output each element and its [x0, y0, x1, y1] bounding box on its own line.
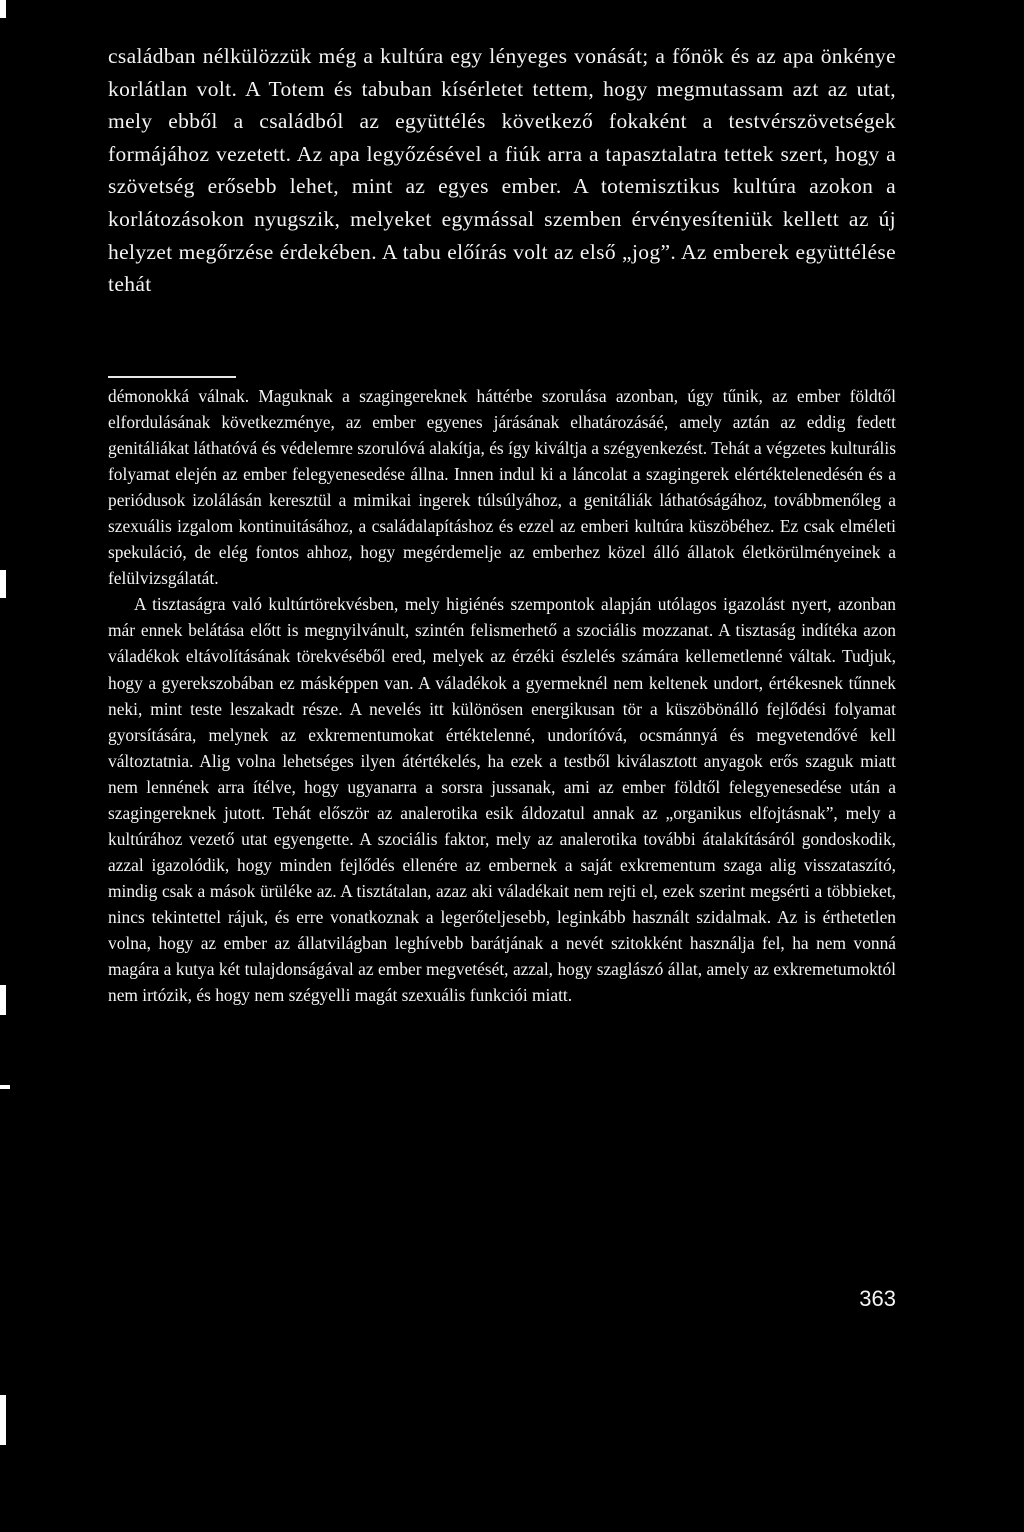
scan-edge-mark [0, 570, 6, 598]
scan-edge-mark [0, 985, 6, 1015]
body-text [108, 40, 896, 301]
body-paragraph: családban nélkülözzük még a kultúra egy lényeges vonását; a főnök és az apa önkénye korlátlan volt. A Totem és tabuban kísérletet tettem, hogy megmutassam azt az utat, mely ebből a családból az együttélés következő fokaként a testvérszövetségek formájához vezetett. Az apa legyőzésével a fiúk arra a tapasztalatra tettek szert, hogy a szövetség erősebb lehet, mint az egyes ember. A totemisztikus kultúra azokon a korlátozásokon nyugszik, melyeket egymással szemben érvényesíteniük kellett az új helyzet megőrzése érdekében. A tabu előírás volt az első „jog”. Az emberek együttélése tehát [108, 44, 896, 297]
scan-edge-mark [0, 1085, 10, 1089]
footnote-separator [108, 376, 236, 378]
footnote-paragraph-1: démonokká válnak. Maguknak a szagingereknek háttérbe szorulása azonban, úgy tűnik, az ember földtől elfordulásának következménye, az ember egyenes járásának elhatározásáé, amely aztán az eddig fedett genitáliákat láthatóvá és védelemre szorulóvá alakítja, és így kiváltja a szégyenkezést. Tehát a végzetes kulturális folyamat elején az ember felegyenesedése állna. Innen indul ki a láncolat a szagingerek elértéktelenedésén és a periódusok izolálásán keresztül a mimikai ingerek túlsúlyához, a genitáliák láthatóságához, továbbmenőleg a szexuális izgalom kontinuitásához, a családalapításhoz és ezzel az emberi kultúra küszöbéhez. Ez csak elméleti spekuláció, de elég fontos ahhoz, hogy megérdemelje az emberhez közel álló állatok életkörülményeinek a felülvizsgálatát. [108, 386, 896, 589]
footnote-paragraph-2: A tisztaságra való kultúrtörekvésben, mely higiénés szempontok alapján utólagos igazolást nyert, azonban már ennek belátása előtt is megnyilvánult, szintén felismerhető a szociális mozzanat. A tisztaság indítéka azon váladékok eltávolításának törekvéséből ered, melyek az érzéki észlelés számára kellemetlenné váltak. Tudjuk, hogy a gyerekszobában ez másképpen van. A váladékok a gyermeknél nem keltenek undort, értékesnek tűnnek neki, mint teste leszakadt része. A nevelés itt különösen energikusan tör a küszöbönálló fejlődési folyamat gyorsítására, melynek az exkrementumokat értéktelenné, undorítóvá, ocsmánnyá és megvetendővé kell változtatnia. Alig volna lehetséges ilyen átértékelés, ha ezek a testből kiválasztott anyagok erős szaguk miatt nem lennének arra ítélve, hogy ugyanarra a sorsra jussanak, ami az ember földtől felegyenesedése után a szagingereknek jutott. Tehát először az analerotika esik áldozatul annak az „organikus elfojtásnak”, mely a kultúrához vezető utat egyengette. A szociális faktor, mely az analerotika további átalakításáról gondoskodik, azzal igazolódik, hogy minden fejlődés ellenére az embernek a saját exkrementum szaga alig visszataszító, mindig csak a mások ürüléke az. A tisztátalan, azaz aki váladékait nem rejti el, ezek szerint megsérti a többieket, nincs tekintettel rájuk, és erre vonatkoznak a legerőteljesebb, leginkább használt szidalmak. Az is érthetetlen volna, hogy az ember az állatvilágban leghívebb barátjának a nevét szitokként használja fel, ha nem vonná magára a kutya két tulajdonságával az ember megvetését, azzal, hogy szaglászó állat, amely az exkremetumoktól nem irtózik, és hogy nem szégyelli magát szexuális funkciói miatt. [108, 594, 896, 1006]
scan-edge-mark [0, 1395, 6, 1445]
page-number: 363 [859, 1286, 896, 1311]
footnote-text [108, 383, 896, 1008]
scan-edge-mark [0, 0, 6, 18]
